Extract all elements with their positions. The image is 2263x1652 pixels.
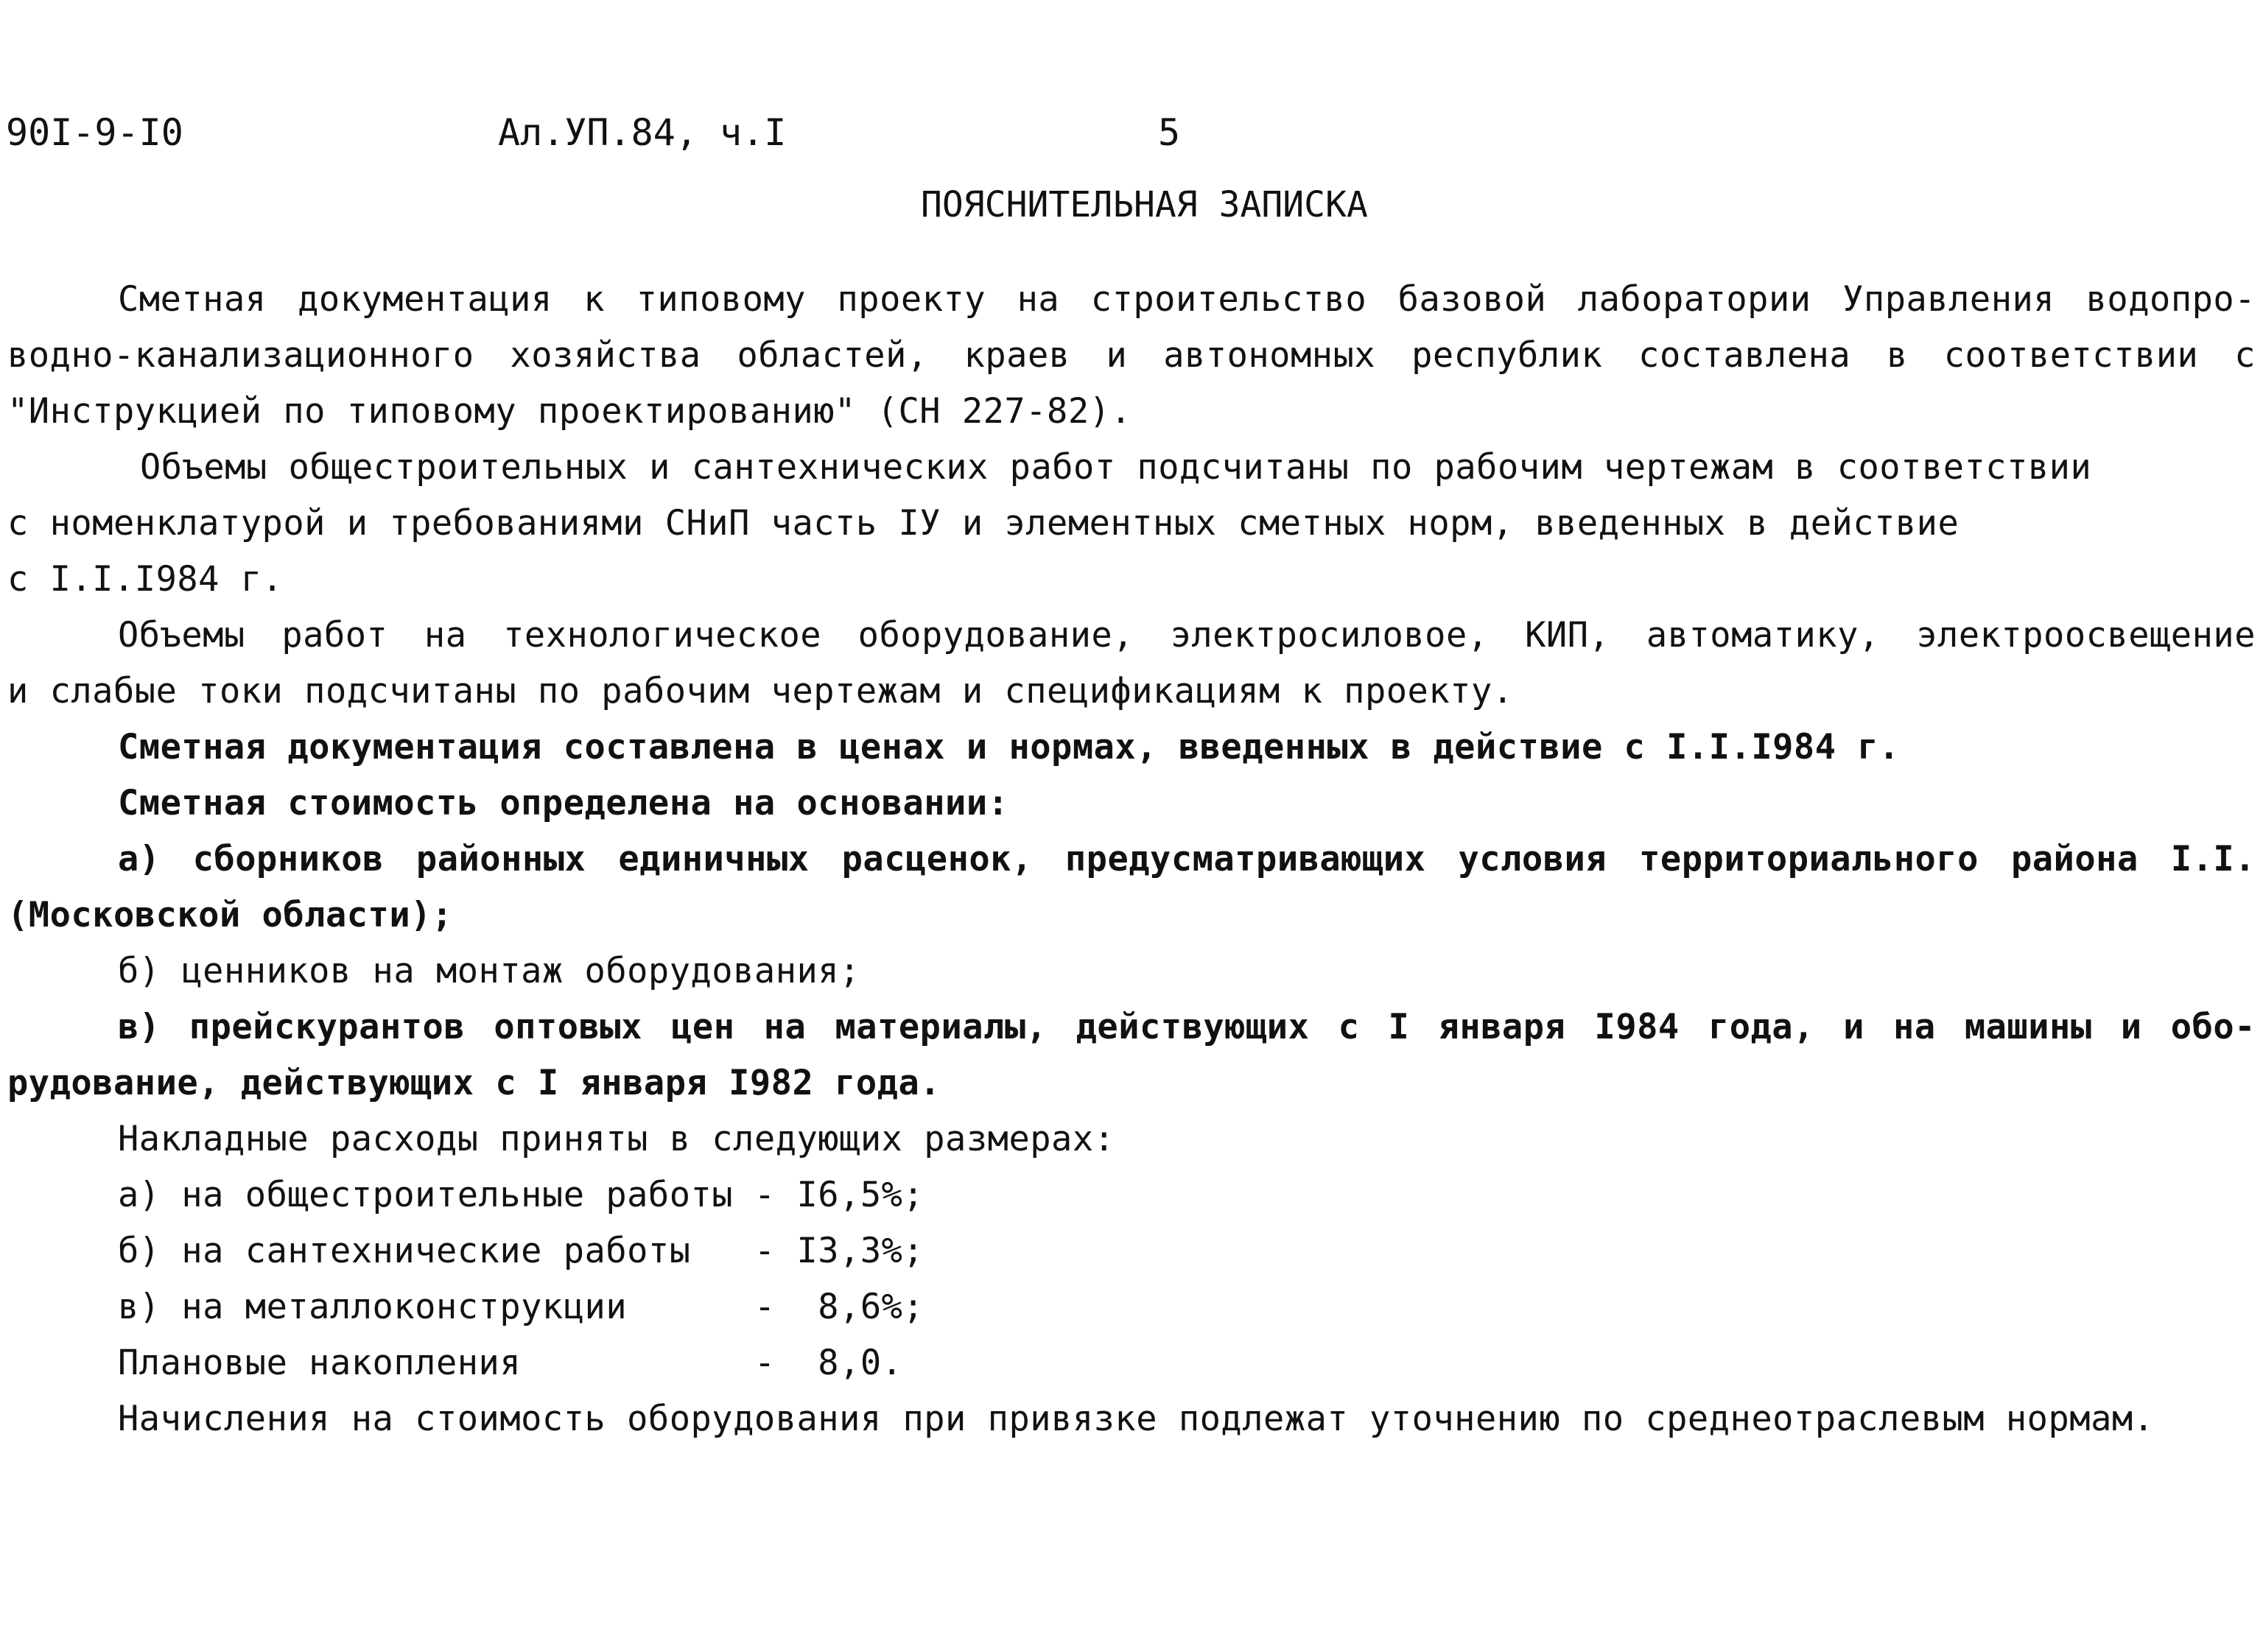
list-item-c-line-1: в) прейскурантов оптовых цен на материалы, действующих с I января I984 года, и на машины и обо- <box>118 1007 2256 1047</box>
paragraph-1-line-3: "Инструкцией по типовому проектированию" (СН 227-82). <box>7 391 1132 432</box>
overhead-heading: Накладные расходы приняты в следующих размерах: <box>118 1119 1115 1159</box>
list-item-b: б) ценников на монтаж оборудования; <box>118 951 860 991</box>
page-number: 5 <box>1158 111 1181 154</box>
paragraph-2-line-2: с номенклатурой и требованиями СНиП часть IУ и элементных сметных норм, введенных в действие <box>7 503 1959 544</box>
document-title: ПОЯСНИТЕЛЬНАЯ ЗАПИСКА <box>921 184 1368 225</box>
paragraph-final: Начисления на стоимость оборудования при привязке подлежат уточнению по среднеотраслевым нормам. <box>118 1399 2155 1439</box>
document-code: 90I-9-I0 <box>6 111 183 154</box>
list-item-a-line-2: (Московской области); <box>7 895 453 935</box>
paragraph-4: Сметная документация составлена в ценах и нормах, введенных в действие с I.I.I984 г. <box>118 727 1900 767</box>
overhead-item-b: б) на сантехнические работы - I3,3%; <box>118 1231 925 1271</box>
paragraph-3-line-1: Объемы работ на технологическое оборудование, электросиловое, КИП, автоматику, электроосвещение <box>118 615 2256 655</box>
paragraph-3-line-2: и слабые токи подсчитаны по рабочим чертежам и спецификациям к проекту. <box>7 671 1514 711</box>
paragraph-5: Сметная стоимость определена на основании: <box>118 783 1009 823</box>
list-item-c-line-2: рудование, действующих с I января I982 года. <box>7 1063 941 1103</box>
overhead-item-a: а) на общестроительные работы - I6,5%; <box>118 1175 925 1215</box>
paragraph-2-line-1: Объемы общестроительных и сантехнических работ подсчитаны по рабочим чертежам в соответствии <box>140 447 2092 488</box>
list-item-a-line-1: а) сборников районных единичных расценок, предусматривающих условия территориального района I.I. <box>118 839 2256 879</box>
paragraph-1-line-2: водно-канализационного хозяйства областей, краев и автономных республик составлена в соответствии с <box>7 335 2256 376</box>
paragraph-1-line-1: Сметная документация к типовому проекту на строительство базовой лаборатории Управления водопро- <box>118 279 2256 320</box>
paragraph-2-line-3: с I.I.I984 г. <box>7 559 284 600</box>
album-reference: Ал.УП.84, ч.I <box>498 111 787 154</box>
overhead-item-c: в) на металлоконструкции - 8,6%; <box>118 1287 925 1327</box>
planned-savings: Плановые накопления - 8,0. <box>118 1343 903 1383</box>
